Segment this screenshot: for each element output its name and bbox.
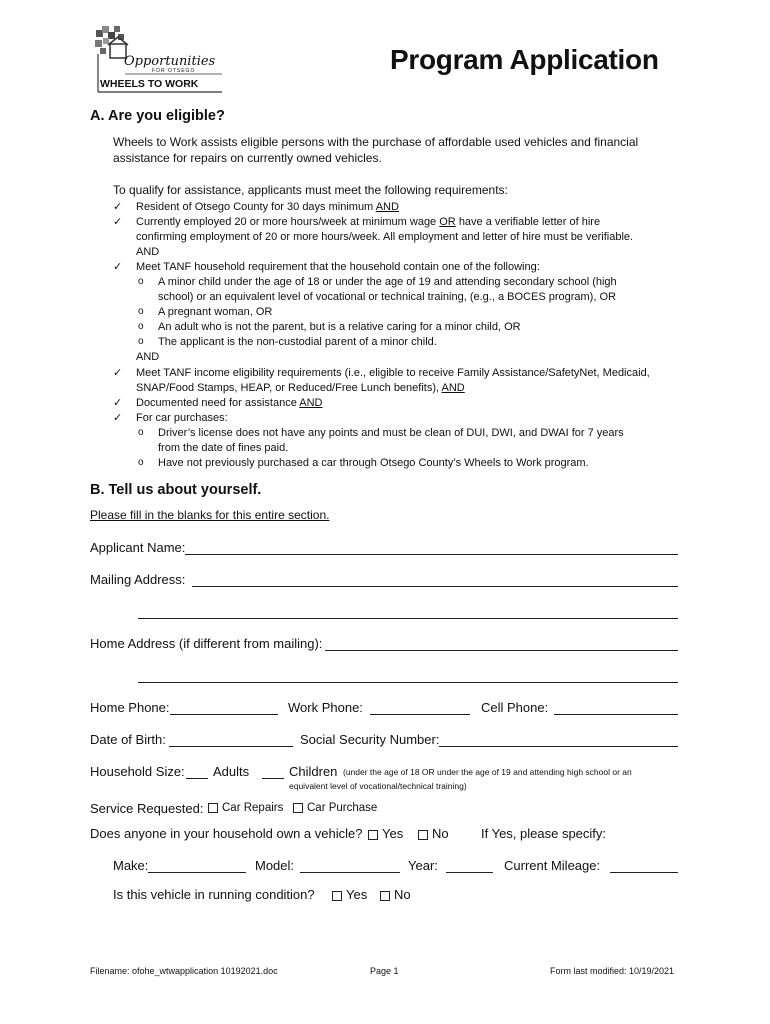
tanf-option-relative: An adult who is not the parent, but is a relative caring for a minor child, OR [158, 321, 521, 333]
intro-line-2: assistance for repairs on currently owned vehicles. [113, 151, 382, 165]
requirement-tanf-income-cont: SNAP/Food Stamps, HEAP, or Reduced/Free Lunch benefits), AND [136, 382, 465, 394]
mailing-address-field-1[interactable] [192, 586, 678, 587]
model-label: Model: [255, 858, 295, 873]
own-vehicle-yes-option[interactable]: Yes [368, 826, 403, 841]
footer-last-modified: Form last modified: 10/19/2021 [550, 966, 675, 976]
checkmark-icon: ✓ [113, 201, 123, 213]
adults-label: Adults [213, 764, 250, 779]
home-address-field-1[interactable] [325, 650, 678, 651]
bullet-icon: o [138, 321, 144, 332]
section-a-heading: A. Are you eligible? [90, 108, 225, 124]
requirement-documented-need: Documented need for assistance AND [136, 397, 323, 409]
checkmark-icon: ✓ [113, 367, 123, 379]
cell-phone-label: Cell Phone: [481, 700, 549, 715]
applicant-name-field[interactable] [185, 554, 678, 555]
work-phone-label: Work Phone: [288, 700, 363, 715]
year-field[interactable] [446, 872, 493, 873]
bullet-icon: o [138, 306, 144, 317]
car-repairs-option[interactable]: Car Repairs [208, 802, 283, 814]
checkmark-icon: ✓ [113, 412, 123, 424]
adults-count-field[interactable] [186, 778, 208, 779]
bullet-icon: o [138, 427, 144, 438]
ssn-label: Social Security Number: [300, 732, 440, 747]
logo-text-wheels-to-work: WHEELS TO WORK [100, 78, 199, 90]
running-yes-checkbox[interactable] [332, 891, 342, 901]
year-label: Year: [408, 858, 438, 873]
requirement-employment: Currently employed 20 or more hours/week at minimum wage OR have a verifiable letter of hire [136, 216, 601, 228]
own-vehicle-no-option[interactable]: No [418, 826, 449, 841]
current-mileage-label: Current Mileage: [504, 858, 601, 873]
date-of-birth-field[interactable] [169, 746, 293, 747]
section-b-instruction: Please fill in the blanks for this entire section. [90, 508, 330, 522]
tanf-option-noncustodial: The applicant is the non-custodial parent of a minor child. [158, 336, 437, 348]
page-title: Program Application [390, 44, 659, 75]
running-condition-question: Is this vehicle in running condition? [113, 887, 315, 902]
own-vehicle-yes-checkbox[interactable] [368, 830, 378, 840]
running-no-checkbox[interactable] [380, 891, 390, 901]
running-yes-option[interactable]: Yes [332, 887, 367, 902]
and-connector: AND [136, 351, 160, 363]
mailing-address-field-2[interactable] [138, 618, 678, 619]
date-of-birth-label: Date of Birth: [90, 732, 166, 747]
tanf-option-minor-child-cont: school) or an equivalent level of vocational or technical training, (e.g., a BOCES program), OR [158, 291, 616, 303]
model-field[interactable] [300, 872, 400, 873]
mailing-address-label: Mailing Address: [90, 572, 186, 587]
requirement-employment-cont: confirming employment of 20 or more hours/week. All employment and letter of hire must be verifiable. [136, 231, 634, 243]
home-address-field-2[interactable] [138, 682, 678, 683]
cell-phone-field[interactable] [554, 714, 678, 715]
car-requirement-license: Driver’s license does not have any points and must be clean of DUI, DWI, and DWAI for 7 years [158, 427, 624, 439]
if-yes-label: If Yes, please specify: [481, 826, 607, 841]
ssn-field[interactable] [439, 746, 678, 747]
checkmark-icon: ✓ [113, 216, 123, 228]
logo-text-opportunities: Opportunities [124, 54, 216, 69]
car-requirement-no-previous: Have not previously purchased a car through Otsego County’s Wheels to Work program. [158, 457, 589, 469]
home-phone-label: Home Phone: [90, 700, 170, 715]
tanf-option-minor-child: A minor child under the age of 18 or under the age of 19 and attending secondary school (high [158, 276, 617, 288]
home-address-label: Home Address (if different from mailing): [90, 636, 323, 651]
service-requested-label: Service Requested: [90, 801, 204, 816]
requirement-tanf-income: Meet TANF income eligibility requirements (i.e., eligible to receive Family Assistance/SafetyNet, Medicaid, [136, 367, 650, 379]
children-note-line-2: equivalent level of vocational/technical training) [289, 781, 467, 791]
applicant-name-label: Applicant Name: [90, 540, 186, 555]
tanf-option-pregnant: A pregnant woman, OR [158, 306, 273, 318]
bullet-icon: o [138, 336, 144, 347]
organization-logo [92, 24, 227, 96]
logo-text-for-otsego: FOR OTSEGO [152, 68, 196, 74]
car-purchase-option[interactable]: Car Purchase [293, 802, 377, 814]
household-size-label: Household Size: [90, 764, 185, 779]
checkmark-icon: ✓ [113, 397, 123, 409]
qualify-text: To qualify for assistance, applicants must meet the following requirements: [113, 183, 508, 197]
children-note-line-1: (under the age of 18 OR under the age of 19 and attending high school or an [343, 767, 632, 777]
bullet-icon: o [138, 276, 144, 287]
make-label: Make: [113, 858, 149, 873]
home-phone-field[interactable] [170, 714, 278, 715]
requirement-tanf-household: Meet TANF household requirement that the household contain one of the following: [136, 261, 540, 273]
section-b-heading: B. Tell us about yourself. [90, 482, 262, 498]
checkmark-icon: ✓ [113, 261, 123, 273]
own-vehicle-no-checkbox[interactable] [418, 830, 428, 840]
own-vehicle-question: Does anyone in your household own a vehicle? [90, 826, 363, 841]
car-requirement-license-cont: from the date of fines paid. [158, 442, 289, 454]
requirement-residency: Resident of Otsego County for 30 days minimum AND [136, 201, 399, 213]
car-purchase-checkbox[interactable] [293, 803, 303, 813]
make-field[interactable] [148, 872, 246, 873]
running-no-option[interactable]: No [380, 887, 411, 902]
intro-line-1: Wheels to Work assists eligible persons with the purchase of affordable used vehicles and financial [113, 135, 639, 149]
work-phone-field[interactable] [370, 714, 470, 715]
footer-filename: Filename: ofohe_wtwapplication 10192021.doc [90, 966, 278, 976]
children-count-field[interactable] [262, 778, 284, 779]
car-repairs-checkbox[interactable] [208, 803, 218, 813]
footer-page-number: Page 1 [370, 966, 399, 976]
children-label: Children [289, 764, 338, 779]
and-connector: AND [136, 246, 160, 258]
requirement-car-purchases: For car purchases: [136, 412, 228, 424]
bullet-icon: o [138, 457, 144, 468]
current-mileage-field[interactable] [610, 872, 678, 873]
